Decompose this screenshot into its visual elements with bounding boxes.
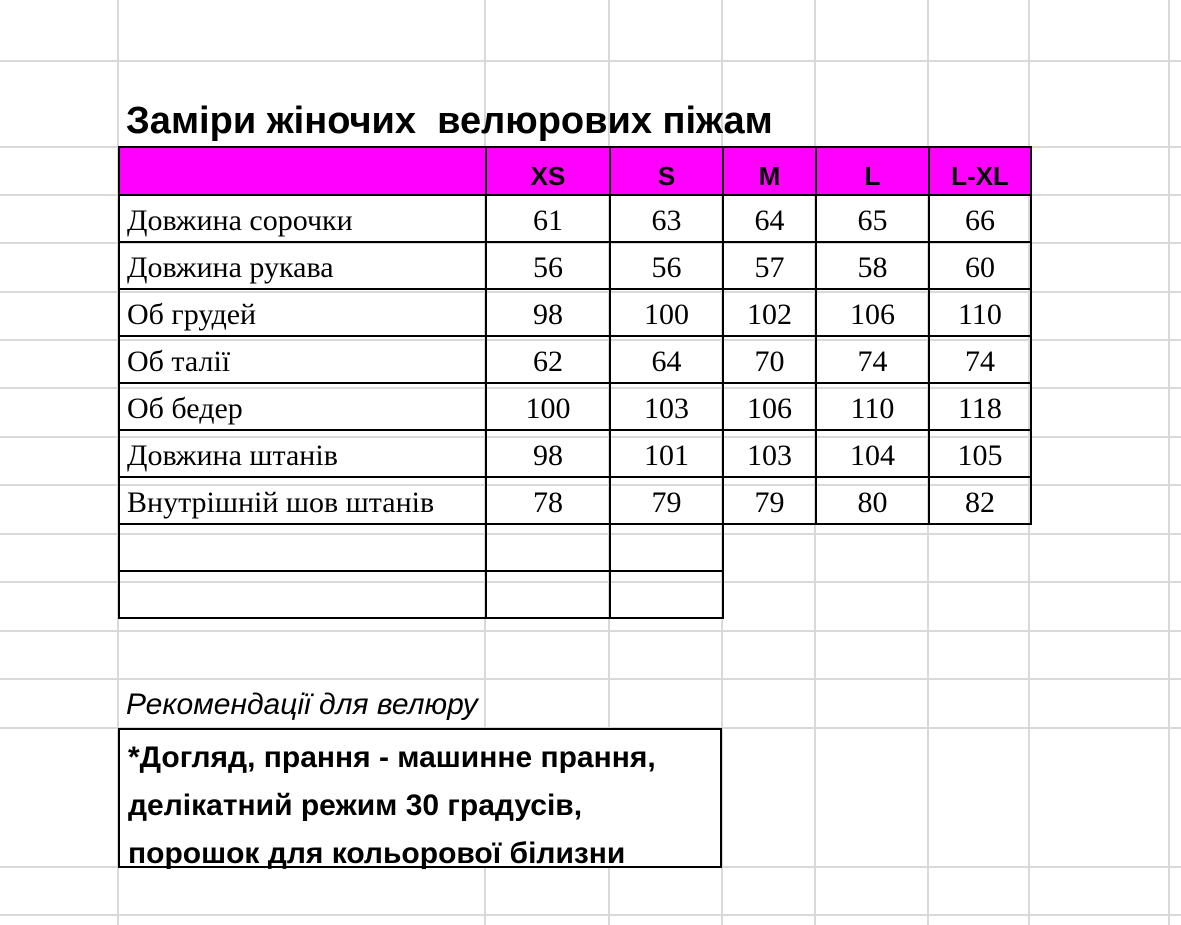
value-cell[interactable]: 102 bbox=[723, 289, 816, 336]
value-cell[interactable]: 60 bbox=[929, 242, 1031, 289]
value-cell[interactable]: 103 bbox=[723, 430, 816, 477]
value-cell[interactable]: 63 bbox=[610, 195, 723, 242]
value-cell[interactable]: 56 bbox=[486, 242, 610, 289]
grid-line bbox=[1168, 0, 1170, 925]
value-cell[interactable]: 100 bbox=[610, 289, 723, 336]
table-row bbox=[119, 477, 1031, 524]
value-cell[interactable]: 118 bbox=[929, 383, 1031, 430]
value-cell[interactable]: 100 bbox=[486, 383, 610, 430]
value-cell[interactable]: 65 bbox=[816, 195, 929, 242]
value-cell[interactable]: 110 bbox=[929, 289, 1031, 336]
value-cell[interactable]: 66 bbox=[929, 195, 1031, 242]
table-row bbox=[119, 336, 1031, 383]
size-table bbox=[118, 146, 1032, 619]
table-row bbox=[119, 289, 1031, 336]
value-cell[interactable]: 58 bbox=[816, 242, 929, 289]
row-label-cell[interactable]: Довжина сорочки bbox=[119, 195, 486, 242]
row-label-cell[interactable]: Об грудей bbox=[119, 289, 486, 336]
header-corner-cell[interactable] bbox=[119, 147, 486, 195]
empty-cell[interactable] bbox=[486, 524, 610, 571]
row-label-cell[interactable]: Довжина штанів bbox=[119, 430, 486, 477]
care-line: порошок для кольорової білизни bbox=[128, 837, 626, 870]
size-header-cell[interactable]: M bbox=[723, 147, 816, 195]
size-header-cell[interactable]: L bbox=[816, 147, 929, 195]
size-header-cell[interactable]: XS bbox=[486, 147, 610, 195]
row-label-cell[interactable]: Об талії bbox=[119, 336, 486, 383]
value-cell[interactable]: 57 bbox=[723, 242, 816, 289]
value-cell[interactable]: 98 bbox=[486, 289, 610, 336]
recommendations-heading[interactable]: Рекомендації для велюру bbox=[126, 688, 478, 721]
value-cell[interactable]: 74 bbox=[929, 336, 1031, 383]
value-cell[interactable]: 106 bbox=[816, 289, 929, 336]
empty-cell[interactable] bbox=[119, 571, 486, 618]
empty-cell[interactable] bbox=[486, 571, 610, 618]
size-header-cell[interactable]: S bbox=[610, 147, 723, 195]
value-cell[interactable]: 106 bbox=[723, 383, 816, 430]
row-label-cell[interactable]: Об бедер bbox=[119, 383, 486, 430]
table-row bbox=[119, 242, 1031, 289]
care-line: делікатний режим 30 градусів, bbox=[128, 789, 583, 822]
value-cell[interactable]: 62 bbox=[486, 336, 610, 383]
grid-line bbox=[0, 630, 1181, 632]
value-cell[interactable]: 64 bbox=[610, 336, 723, 383]
empty-cell[interactable] bbox=[119, 524, 486, 571]
value-cell[interactable]: 105 bbox=[929, 430, 1031, 477]
blank-cell[interactable] bbox=[723, 524, 816, 571]
page-title[interactable]: Заміри жіночих велюрових піжам bbox=[126, 100, 773, 142]
value-cell[interactable]: 101 bbox=[610, 430, 723, 477]
value-cell[interactable]: 110 bbox=[816, 383, 929, 430]
value-cell[interactable]: 78 bbox=[486, 477, 610, 524]
empty-row bbox=[119, 571, 1031, 618]
empty-row bbox=[119, 524, 1031, 571]
size-header-cell[interactable]: L-XL bbox=[929, 147, 1031, 195]
size-header-row bbox=[119, 147, 1031, 195]
value-cell[interactable]: 79 bbox=[610, 477, 723, 524]
empty-cell[interactable] bbox=[610, 524, 723, 571]
value-cell[interactable]: 64 bbox=[723, 195, 816, 242]
blank-cell[interactable] bbox=[929, 524, 1031, 571]
value-cell[interactable]: 74 bbox=[816, 336, 929, 383]
blank-cell[interactable] bbox=[816, 524, 929, 571]
empty-cell[interactable] bbox=[610, 571, 723, 618]
value-cell[interactable]: 103 bbox=[610, 383, 723, 430]
care-instructions-box[interactable] bbox=[118, 728, 722, 868]
value-cell[interactable]: 61 bbox=[486, 195, 610, 242]
grid-line bbox=[0, 678, 1181, 680]
value-cell[interactable]: 79 bbox=[723, 477, 816, 524]
value-cell[interactable]: 80 bbox=[816, 477, 929, 524]
table-row bbox=[119, 430, 1031, 477]
value-cell[interactable]: 98 bbox=[486, 430, 610, 477]
row-label-cell[interactable]: Внутрішній шов штанів bbox=[119, 477, 486, 524]
value-cell[interactable]: 56 bbox=[610, 242, 723, 289]
grid-line bbox=[0, 60, 1181, 62]
value-cell[interactable]: 104 bbox=[816, 430, 929, 477]
care-line: *Догляд, прання - машинне прання, bbox=[128, 741, 656, 774]
table-row bbox=[119, 383, 1031, 430]
grid-line bbox=[0, 914, 1181, 916]
blank-cell[interactable] bbox=[929, 571, 1031, 618]
table-row bbox=[119, 195, 1031, 242]
row-label-cell[interactable]: Довжина рукава bbox=[119, 242, 486, 289]
value-cell[interactable]: 82 bbox=[929, 477, 1031, 524]
value-cell[interactable]: 70 bbox=[723, 336, 816, 383]
blank-cell[interactable] bbox=[723, 571, 816, 618]
blank-cell[interactable] bbox=[816, 571, 929, 618]
